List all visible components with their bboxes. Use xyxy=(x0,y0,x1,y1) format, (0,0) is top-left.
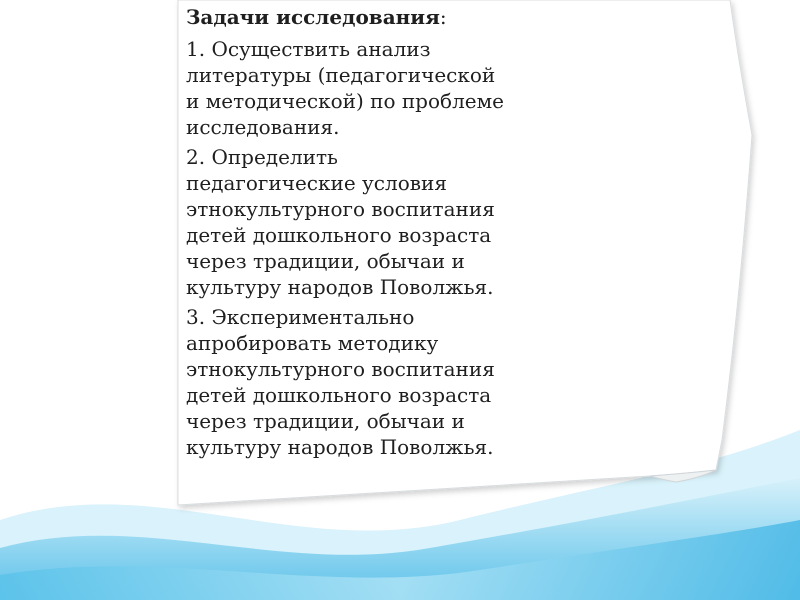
slide-heading xyxy=(186,4,506,30)
task-item-1: 1. Осуществить анализ литературы (педагогической и методической) по проблеме исследования. xyxy=(186,37,504,139)
heading-colon: : xyxy=(439,5,447,29)
task-item-2: 2. Определить педагогические условия этнокультурного воспитания детей дошкольного возраста через традиции, обычаи и культуру народов Поволжья. xyxy=(186,145,495,299)
task-item-3: 3. Экспериментально апробировать методику этнокультурного воспитания детей дошкольного возраста через традиции, обычаи и культуру народов Поволжья. xyxy=(186,305,495,459)
slide-content xyxy=(186,4,506,464)
heading-title: Задачи исследования xyxy=(186,5,440,29)
